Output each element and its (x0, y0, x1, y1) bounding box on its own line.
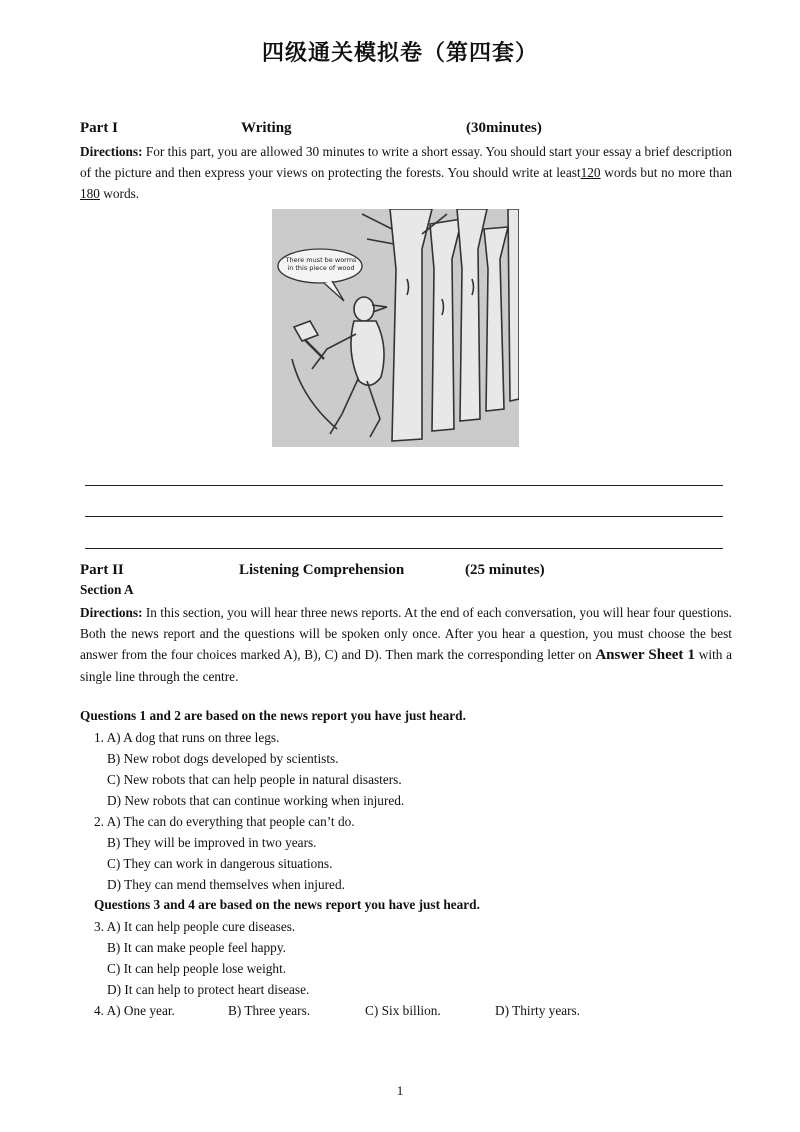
q1-option-d[interactable]: D) New robots that can continue working when injured. (107, 793, 405, 808)
page-number: 1 (396, 1083, 404, 1098)
q4-option-a[interactable]: 4. A) One year. (94, 1003, 175, 1018)
q3-option-c[interactable]: C) It can help people lose weight. (107, 961, 287, 976)
q1-option-b[interactable]: B) New robot dogs developed by scientists. (107, 751, 339, 766)
q4-option-c[interactable]: C) Six billion. (365, 1003, 441, 1018)
directions-text-2: words but no more than (604, 165, 732, 180)
q1-option-a[interactable]: 1. A) A dog that runs on three legs. (94, 730, 280, 745)
part2-label: Part II (80, 562, 124, 578)
question-group-heading: Questions 1 and 2 are based on the news report you have just heard. (80, 708, 466, 723)
q3-option-b[interactable]: B) It can make people feel happy. (107, 940, 286, 955)
writing-line[interactable] (85, 516, 723, 517)
q2-option-b[interactable]: B) They will be improved in two years. (107, 835, 317, 850)
directions-text-3: words. (103, 186, 140, 201)
directions-label: Directions: (80, 144, 143, 159)
min-words: 120 (580, 165, 601, 180)
writing-line[interactable] (85, 485, 723, 486)
part1-name: Writing (241, 120, 292, 136)
part1-header (80, 120, 740, 142)
part1-label: Part I (80, 120, 118, 136)
q1-option-c[interactable]: C) New robots that can help people in natural disasters. (107, 772, 402, 787)
q4-option-d[interactable]: D) Thirty years. (495, 1003, 581, 1018)
directions-text: For this part, you are allowed 30 minutes to write a short essay. You should start your essay a brief description of the picture and then express your views on protecting the forests. You should write at least (80, 144, 732, 180)
section-a-label: Section A (80, 582, 134, 597)
max-words: 180 (80, 186, 100, 201)
writing-line[interactable] (85, 548, 723, 549)
q3-option-a[interactable]: 3. A) It can help people cure diseases. (94, 919, 296, 934)
page-title: 四级通关模拟卷（第四套） (261, 41, 538, 66)
part2-header (80, 562, 740, 584)
part2-time: (25 minutes) (465, 562, 545, 578)
directions-label: Directions: (80, 605, 143, 620)
answer-sheet-label: Answer Sheet 1 (595, 647, 696, 663)
q3-option-d[interactable]: D) It can help to protect heart disease. (107, 982, 310, 997)
cartoon-caption: There must be worms in this piece of wood (285, 256, 357, 272)
q2-option-d[interactable]: D) They can mend themselves when injured. (107, 877, 345, 892)
q2-option-a[interactable]: 2. A) The can do everything that people can’t do. (94, 814, 355, 829)
question-group-heading: Questions 3 and 4 are based on the news report you have just heard. (94, 897, 480, 912)
part1-directions (80, 141, 732, 204)
q2-option-c[interactable]: C) They can work in dangerous situations. (107, 856, 333, 871)
part2-directions (80, 602, 732, 687)
part1-time: (30minutes) (466, 120, 542, 136)
directions-text: In this section, you will hear three news reports. At the end of each conversation, you will hear four questions. Both the news report and the questions will be spoken only once. After you hear a question, you must choose the best answer from the four choices marked A), B), C) and D). Then mark the corresponding letter on (80, 605, 732, 662)
cartoon-image (272, 209, 519, 447)
part2-name: Listening Comprehension (239, 562, 405, 578)
q4-option-b[interactable]: B) Three years. (228, 1003, 311, 1018)
directions-text-2: with a single line through the centre. (80, 647, 733, 684)
